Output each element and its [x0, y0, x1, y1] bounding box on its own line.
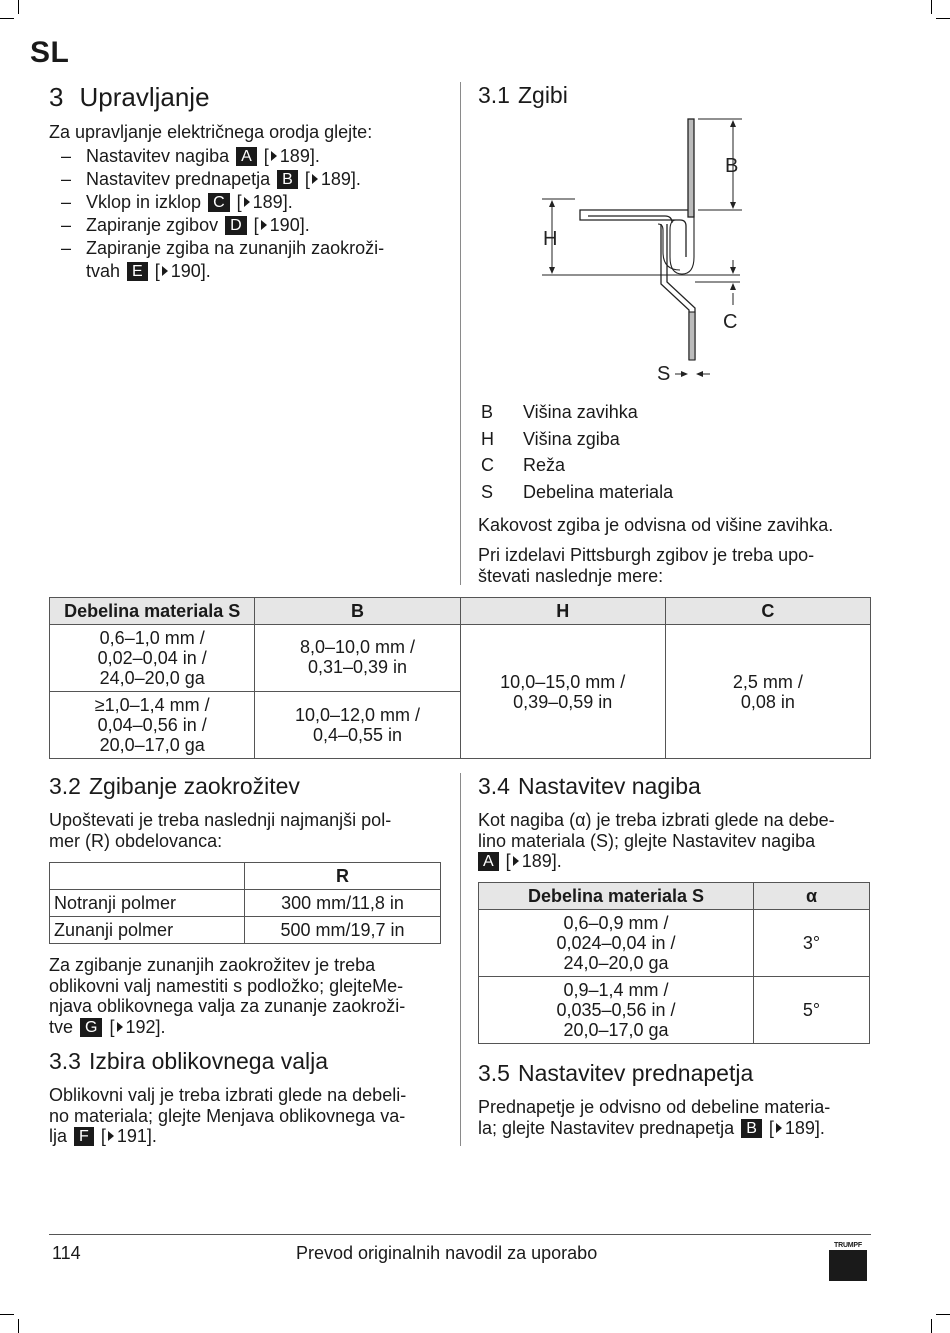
paragraph: Upoštevati je treba naslednji najmanjši pol- mer (R) obdelovanca:: [49, 810, 392, 851]
column-header: α: [754, 883, 870, 910]
crop-mark: [931, 1319, 932, 1333]
list-item[interactable]: – Zapiranje zgibov D [ 190].: [49, 214, 384, 237]
footer-divider: [49, 1234, 871, 1235]
ref-box: G: [80, 1018, 102, 1037]
table-cell: 500 mm/19,7 in: [245, 917, 441, 944]
table-cell: 0,9–1,4 mm / 0,035–0,56 in / 20,0–17,0 ga: [479, 977, 754, 1044]
column-divider: [460, 82, 461, 585]
paragraph: Kakovost zgiba je odvisna od višine zavihka.: [478, 515, 834, 535]
column-header: H: [460, 598, 665, 625]
ref-box: E: [127, 262, 148, 281]
label-c: C: [723, 311, 738, 333]
section-3-3-heading: [49, 1048, 328, 1075]
paragraph: Prednapetje je odvisno od debeline materia- la; glejte Nastavitev prednapetja B [ 189].: [478, 1097, 831, 1138]
section-number: 3.2: [49, 773, 81, 799]
section-number: 3: [49, 82, 64, 112]
section-title: Zgibi: [517, 82, 568, 108]
seam-diagram: [530, 112, 760, 384]
arrow-right-icon: [271, 151, 277, 161]
angle-table: [478, 882, 870, 1044]
section-title: Upravljanje: [79, 82, 210, 112]
section-3-heading: [49, 82, 210, 113]
column-header: R: [245, 863, 441, 890]
table-cell: ≥1,0–1,4 mm / 0,04–0,56 in / 20,0–17,0 ga: [50, 692, 255, 759]
crop-mark: [18, 1319, 19, 1333]
crop-mark: [931, 0, 932, 14]
ref-box: A: [236, 147, 257, 166]
crop-mark: [936, 1314, 950, 1315]
list-item[interactable]: – Vklop in izklop C [ 189].: [49, 191, 384, 214]
crop-mark: [936, 18, 950, 19]
table-cell: 2,5 mm / 0,08 in: [665, 625, 870, 759]
column-divider: [460, 773, 461, 1146]
crop-mark: [18, 0, 19, 14]
arrow-right-icon: [776, 1123, 782, 1133]
section-title: Nastavitev nagiba: [517, 773, 701, 799]
section-title: Nastavitev prednapetja: [517, 1060, 754, 1086]
legend-item: H Višina zgiba: [481, 428, 620, 449]
section-3-4-heading: [478, 773, 701, 800]
label-s: S: [657, 363, 671, 384]
table-cell: 3°: [754, 910, 870, 977]
arrow-right-icon: [244, 197, 250, 207]
section-title: Izbira oblikovnega valja: [88, 1048, 329, 1074]
legend-item: C Reža: [481, 455, 566, 475]
section-number: 3.3: [49, 1048, 81, 1074]
arrow-right-icon: [261, 220, 267, 230]
table-cell: 5°: [754, 977, 870, 1044]
arrow-right-icon: [117, 1022, 123, 1032]
trumpf-logo: TRUMPF: [829, 1242, 867, 1281]
section-number: 3.1: [478, 82, 510, 108]
list-item[interactable]: – Nastavitev nagiba A [ 189].: [49, 145, 384, 168]
ref-box: D: [225, 216, 247, 235]
section-3-intro: Za upravljanje električnega orodja glejte:: [49, 122, 373, 142]
list-item[interactable]: – Zapiranje zgiba na zunanjih zaokroži- tvah E [ 190].: [49, 237, 384, 283]
table-cell: Notranji polmer: [50, 890, 245, 917]
section-title: Zgibanje zaokrožitev: [88, 773, 300, 799]
crop-mark: [0, 18, 14, 19]
ref-box: B: [277, 170, 298, 189]
page-number: 114: [52, 1243, 81, 1263]
operation-list: [49, 145, 384, 283]
paragraph: Za zgibanje zunanjih zaokrožitev je treba oblikovni valj namestiti s podložko; glejteMe- njava oblikovnega valja za zunanje zaokroži- tve G [ 192].: [49, 955, 406, 1037]
paragraph: Kot nagiba (α) je treba izbrati glede na debe- lino materiala (S); glejte Nastavitev nagiba A [ 189].: [478, 810, 835, 871]
table-cell: 300 mm/11,8 in: [245, 890, 441, 917]
column-header: Debelina materiala S: [479, 883, 754, 910]
label-h: H: [543, 228, 558, 250]
label-b: B: [725, 155, 739, 177]
section-number: 3.5: [478, 1060, 510, 1086]
dimensions-table: [49, 597, 871, 759]
table-cell: 10,0–15,0 mm / 0,39–0,59 in: [460, 625, 665, 759]
table-cell: Zunanji polmer: [50, 917, 245, 944]
arrow-right-icon: [312, 174, 318, 184]
legend-item: B Višina zavihka: [481, 402, 638, 422]
language-code: SL: [30, 36, 70, 69]
table-cell: 0,6–1,0 mm / 0,02–0,04 in / 24,0–20,0 ga: [50, 625, 255, 692]
radius-table: [49, 862, 441, 944]
section-3-5-heading: [478, 1060, 753, 1087]
ref-box: B: [741, 1119, 762, 1138]
table-cell: 0,6–0,9 mm / 0,024–0,04 in / 24,0–20,0 ga: [479, 910, 754, 977]
figure-legend: [481, 399, 673, 505]
column-header: Debelina materiala S: [50, 598, 255, 625]
ref-box: C: [208, 193, 230, 212]
ref-box: A: [478, 852, 499, 871]
table-cell: 10,0–12,0 mm / 0,4–0,55 in: [255, 692, 460, 759]
legend-item: S Debelina materiala: [481, 481, 674, 502]
crop-mark: [0, 1314, 14, 1315]
arrow-right-icon: [513, 856, 519, 866]
footer-text: Prevod originalnih navodil za uporabo: [296, 1243, 598, 1263]
section-3-2-heading: [49, 773, 300, 800]
section-3-1-heading: [478, 82, 568, 109]
ref-box: F: [74, 1127, 94, 1146]
arrow-right-icon: [108, 1131, 114, 1141]
arrow-right-icon: [162, 266, 168, 276]
paragraph: Oblikovni valj je treba izbrati glede na debeli- no materiala; glejte Menjava oblikovnega va- lja F [ 191].: [49, 1085, 407, 1146]
list-item[interactable]: – Nastavitev prednapetja B [ 189].: [49, 168, 384, 191]
section-number: 3.4: [478, 773, 510, 799]
column-header: C: [665, 598, 870, 625]
column-header: B: [255, 598, 460, 625]
table-cell: 8,0–10,0 mm / 0,31–0,39 in: [255, 625, 460, 692]
table-cell: [50, 863, 245, 890]
paragraph: Pri izdelavi Pittsburgh zgibov je treba upo- števati naslednje mere:: [478, 545, 815, 586]
